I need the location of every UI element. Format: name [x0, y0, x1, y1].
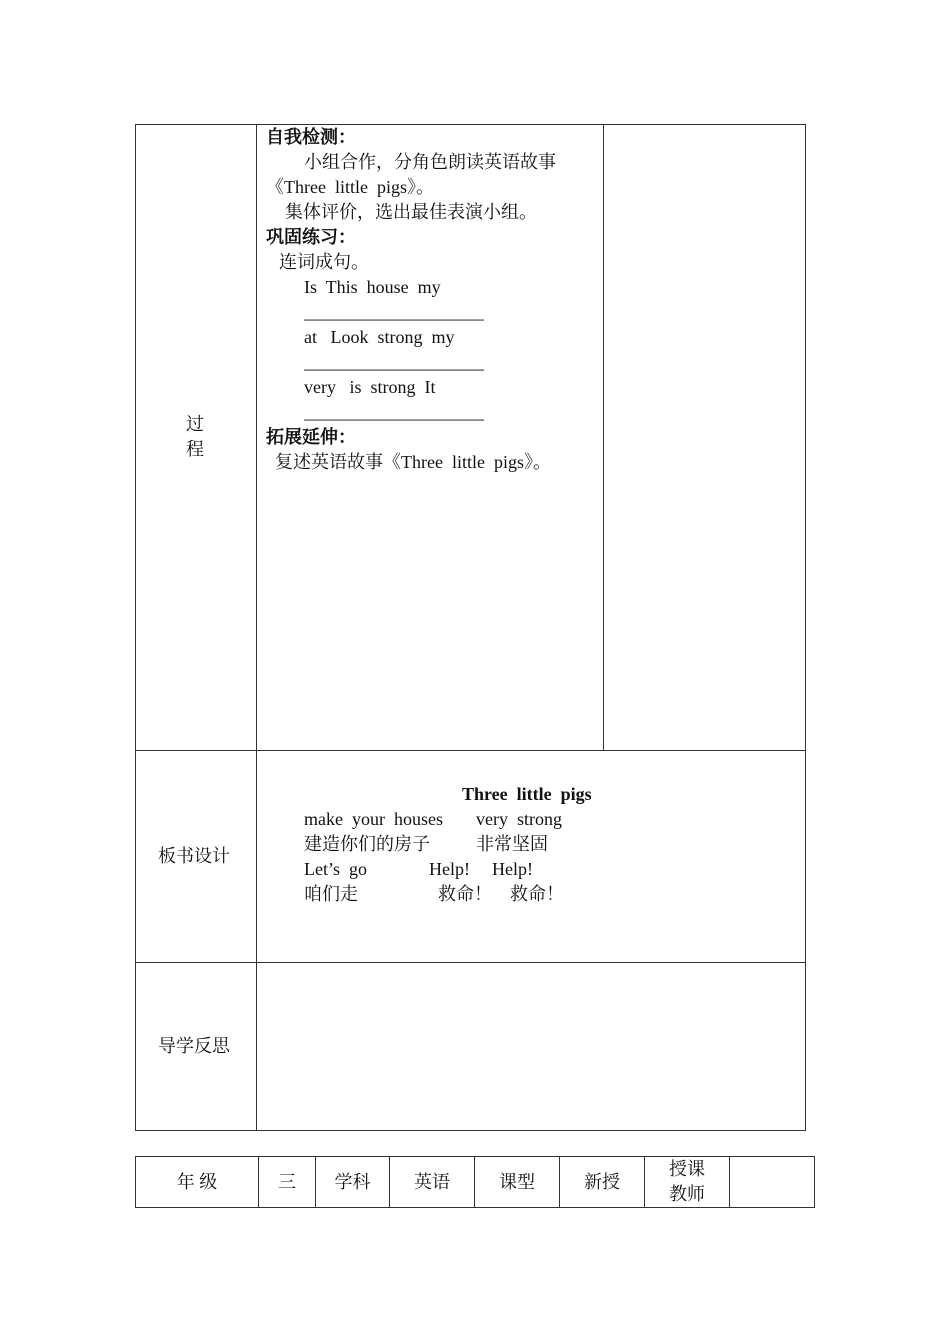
practice-item-words: Is This house my [304, 277, 441, 297]
board-translation: 非常坚固 [476, 834, 548, 854]
practice-item-answer-blank: ____________________ [304, 302, 484, 322]
self-check-line-2: 《Three little pigs》。 [266, 177, 434, 197]
process-label-char-1: 过 [186, 414, 204, 434]
practice-heading: 巩固练习： [266, 227, 356, 247]
practice-item-words: at Look strong my [304, 327, 455, 347]
info-cell-subject-value: 英语 [414, 1172, 450, 1192]
extend-line: 复述英语故事《Three little pigs》。 [275, 452, 551, 472]
board-phrase: Help! [429, 859, 470, 879]
board-translation: 救命！ [438, 884, 492, 904]
board-phrase: very strong [476, 809, 562, 829]
reflection-label: 导学反思 [158, 1036, 230, 1056]
self-check-heading: 自我检测： [266, 127, 356, 147]
extend-heading: 拓展延伸： [266, 427, 356, 447]
process-label-char-2: 程 [186, 439, 204, 459]
board-translation: 建造你们的房子 [304, 834, 430, 854]
board-translation: 救命！ [510, 884, 564, 904]
practice-intro: 连词成句。 [279, 252, 369, 272]
board-phrase: Help! [492, 859, 533, 879]
practice-item-answer-blank: ____________________ [304, 402, 484, 422]
info-cell-type-value: 新授 [584, 1172, 620, 1192]
practice-item-words: very is strong It [304, 377, 436, 397]
info-cell-teacher-label-line1: 授课 [669, 1159, 705, 1179]
info-cell-teacher-label-line2: 教师 [669, 1184, 705, 1204]
practice-item-answer-blank: ____________________ [304, 352, 484, 372]
info-cell-grade-label: 年 级 [176, 1172, 218, 1192]
board-phrase: Let’s go [304, 859, 367, 879]
self-check-line-3: 集体评价，选出最佳表演小组。 [285, 202, 537, 222]
info-cell-type-label: 课型 [499, 1172, 535, 1192]
board-phrase: make your houses [304, 809, 443, 829]
info-cell-grade-value: 三 [278, 1172, 296, 1192]
board-title: Three little pigs [462, 784, 592, 804]
board-translation: 咱们走 [304, 884, 358, 904]
board-label: 板书设计 [158, 846, 230, 866]
info-cell-subject-label: 学科 [334, 1172, 371, 1192]
self-check-line-1: 小组合作，分角色朗读英语故事 [304, 152, 556, 172]
